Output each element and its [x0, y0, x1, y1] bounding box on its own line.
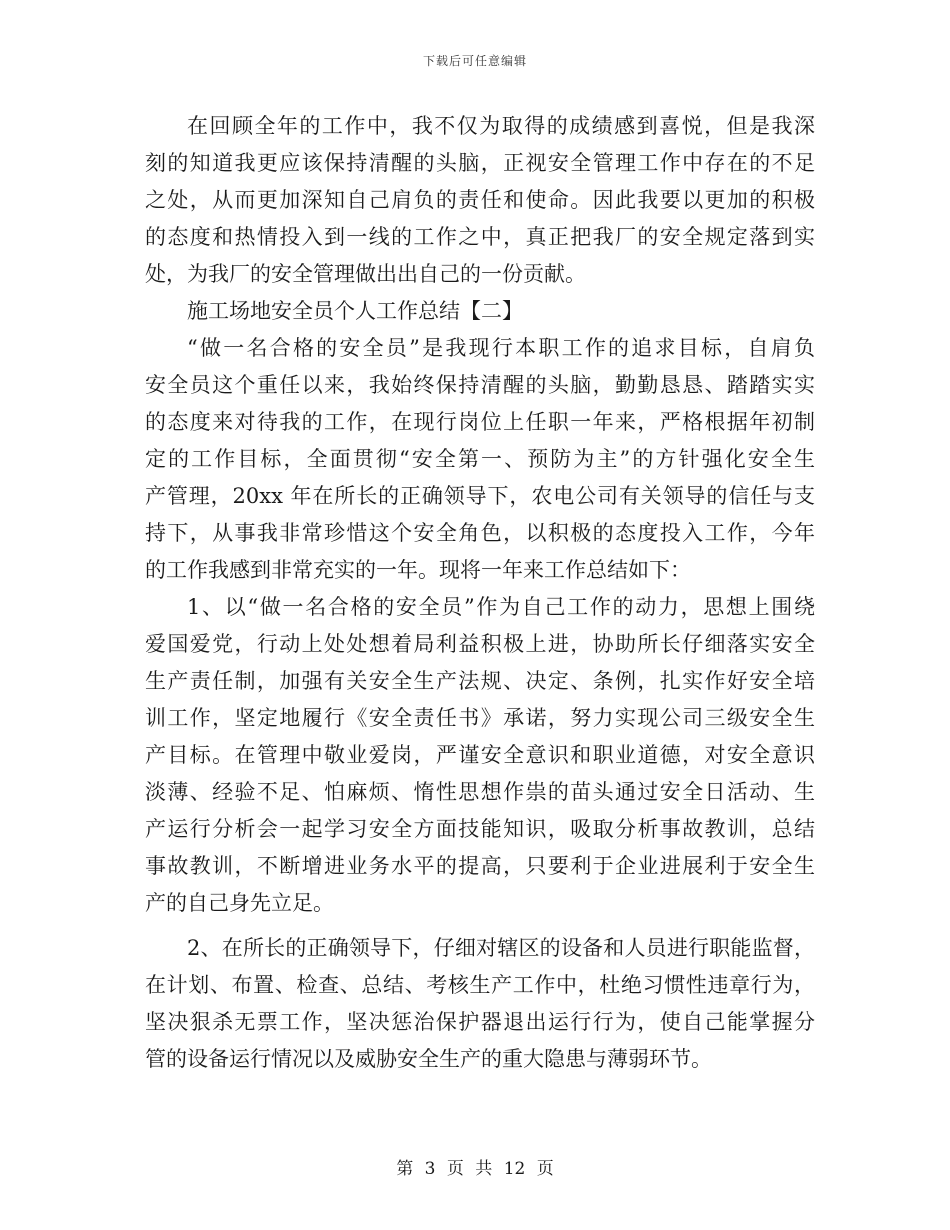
text-line: 事故教训，不断增进业务水平的提高，只要利于企业进展利于安全生 [145, 854, 815, 878]
text-line: 2、在所长的正确领导下，仔细对辖区的设备和人员进行职能监督， [187, 936, 815, 960]
paragraph [145, 108, 815, 293]
text-line: 在计划、布置、检查、总结、考核生产工作中，杜绝习惯性违章行为， [145, 973, 815, 997]
text-line: 训工作，坚定地履行《安全责任书》承诺，努力实现公司三级安全生 [145, 706, 815, 730]
text-line: 生产责任制，加强有关安全生产法规、决定、条例，扎实作好安全培 [145, 669, 815, 693]
text-line: 持下，从事我非常珍惜这个安全角色，以积极的态度投入工作，今年 [145, 521, 815, 545]
text-line: 的态度来对待我的工作，在现行岗位上任职一年来，严格根据年初制 [145, 410, 815, 434]
text-line: 的态度和热情投入到一线的工作之中，真正把我厂的安全规定落到实 [145, 225, 815, 249]
page-number: 第 3 页 共 12 页 [396, 1159, 554, 1179]
text-line: 产的自己身先立足。 [145, 891, 334, 915]
paragraph [145, 930, 815, 1078]
text-line: 产管理，20xx 年在所长的正确领导下，农电公司有关领导的信任与支 [145, 484, 815, 508]
text-line: 处，为我厂的安全管理做出出自己的一份贡献。 [145, 262, 586, 286]
text-line: 定的工作目标，全面贯彻“安全第一、预防为主”的方针强化安全生 [145, 447, 815, 471]
text-line: 坚决狠杀无票工作，坚决惩治保护器退出运行行为，使自己能掌握分 [145, 1010, 815, 1034]
text-line: 产目标。在管理中敬业爱岗，严谨安全意识和职业道德，对安全意识 [145, 743, 815, 767]
text-line: 安全员这个重任以来，我始终保持清醒的头脑，勤勤恳恳、踏踏实实 [145, 373, 815, 397]
paragraph [145, 589, 815, 922]
text-line: 产运行分析会一起学习安全方面技能知识，吸取分析事故教训，总结 [145, 817, 815, 841]
text-line: 的工作我感到非常充实的一年。现将一年来工作总结如下： [145, 558, 691, 582]
paragraph-spacer [145, 922, 815, 930]
text-line: 在回顾全年的工作中，我不仅为取得的成绩感到喜悦，但是我深 [187, 114, 815, 138]
text-line: 1、以“做一名合格的安全员”作为自己工作的动力，思想上围绕 [187, 595, 815, 619]
text-line: 爱国爱党，行动上处处想着局利益积极上进，协助所长仔细落实安全 [145, 632, 815, 656]
text-line: 刻的知道我更应该保持清醒的头脑，正视安全管理工作中存在的不足 [145, 151, 815, 175]
heading-line: 施工场地安全员个人工作总结【二】 [187, 299, 523, 323]
section-heading [145, 293, 815, 330]
text-line: “做一名合格的安全员”是我现行本职工作的追求目标，自肩负 [187, 336, 815, 360]
paragraph [145, 330, 815, 589]
header-note: 下载后可任意编辑 [422, 54, 527, 68]
document-body [145, 108, 815, 1078]
text-line: 之处，从而更加深知自己肩负的责任和使命。因此我要以更加的积极 [145, 188, 815, 212]
text-line: 管的设备运行情况以及威胁安全生产的重大隐患与薄弱环节。 [145, 1047, 712, 1071]
text-line: 淡薄、经验不足、怕麻烦、惰性思想作祟的苗头通过安全日活动、生 [145, 780, 815, 804]
